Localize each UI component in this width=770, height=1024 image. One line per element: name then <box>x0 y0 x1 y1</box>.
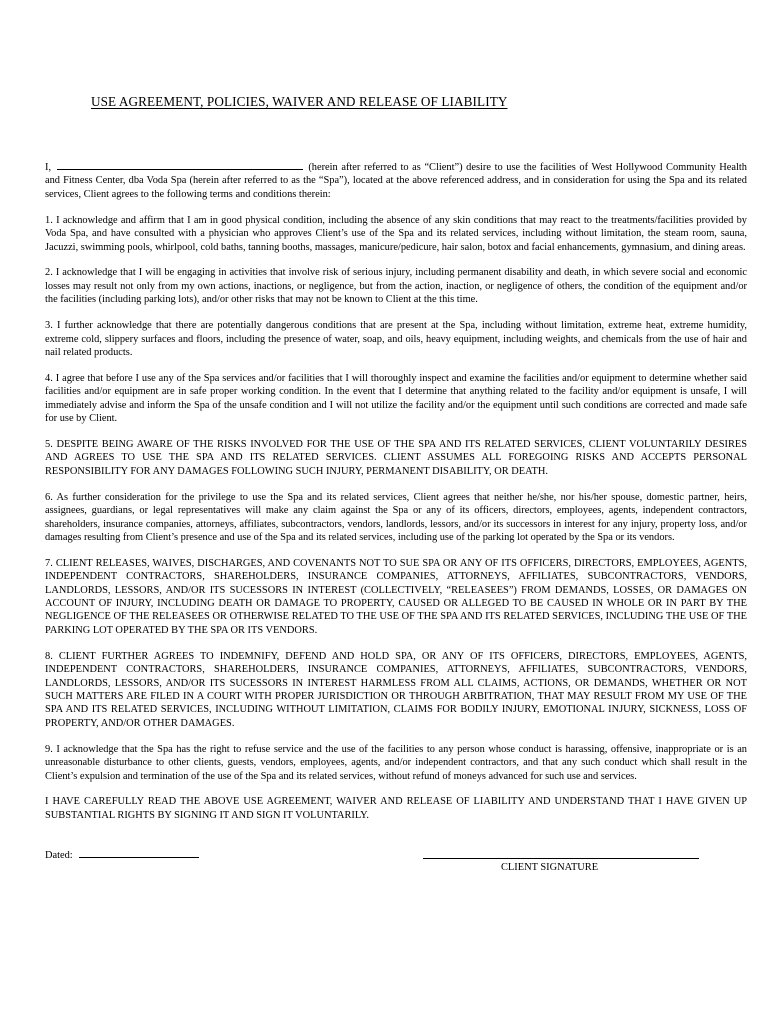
client-name-field[interactable] <box>57 160 303 170</box>
paragraph-9: 9. I acknowledge that the Spa has the right to refuse service and the use of the facilities to any person whose conduct is harassing, offensive, inappropriate or is an unreasonable disturbance to other clients, guests, vendors, employees, agents, and/or independent contractors, and that any such conduct which shall result in the Client’s expulsion and termination of the use of the Spa and its related services, without refund of moneys advanced for such use and services. <box>45 743 747 782</box>
client-signature-field[interactable] <box>423 858 699 859</box>
acknowledgement-paragraph: I HAVE CAREFULLY READ THE ABOVE USE AGREEMENT, WAIVER AND RELEASE OF LIABILITY AND UNDERSTAND THAT I HAVE GIVEN UP SUBSTANTIAL RIGHTS BY SIGNING IT AND SIGN IT VOLUNTARILY. <box>45 796 747 821</box>
dated-row <box>45 848 199 861</box>
paragraph-3: 3. I further acknowledge that there are potentially dangerous conditions that are present at the Spa, including without limitation, extreme heat, extreme humidity, extreme cold, slippery surfaces and floors, including the presence of water, soap, and oils, heavy equipment, including weights, and chemicals from the use of hair and nail related products. <box>45 320 747 358</box>
intro-start: I, <box>45 162 52 173</box>
client-signature-label: CLIENT SIGNATURE <box>501 862 599 874</box>
paragraph-8: 8. CLIENT FURTHER AGREES TO INDEMNIFY, DEFEND AND HOLD SPA, OR ANY OF ITS OFFICERS, DIRECTORS, EMPLOYEES, AGENTS, INDEPENDENT CONTRACTORS, SHAREHOLDERS, INSURANCE COMPANIES, ATTORNEYS, AFFILIATES, SUBCONTRACTORS, VENDORS, LANDLORDS, LESSORS, AND/OR ITS SUCESSORS IN INTEREST HARMLESS FROM ALL CLAIMS, ACTIONS, OR DEMANDS, WHETHER OR NOT SUCH MATTERS ARE FILED IN A COURT WITH PROPER JURISDICTION OR THROUGH ARBITRATION, THAT MAY RESULT FROM MY USE OF THE SPA AND ITS RELATED SERVICES, INCLUDING WITHOUT LIMITATION, CLAIMS FOR BODILY INJURY, EMOTIONAL INJURY, SICKNESS, LOSS OF PROPERTY, AND/OR OTHER DAMAGES. <box>45 650 747 729</box>
intro-rest: (herein after referred to as “Client”) desire to use the facilities of West Hollywood Community Health and Fitness Center, dba Voda Spa (herein after referred to as the “Spa”), located at the above referenced address, and in consideration for using the Spa and its related services, Client agrees to the following terms and conditions therein: <box>45 162 747 200</box>
intro-paragraph <box>45 160 747 201</box>
paragraph-6: 6. As further consideration for the privilege to use the Spa and its related services, Client agrees that neither he/she, nor his/her spouse, domestic partner, heirs, assignees, guardians, or legal representatives will make any claim against the Spa or any of its officers, directors, employees, agents, independent contractors, shareholders, insurance companies, attorneys, affiliates, subcontractors, vendors, landlords, lessors, and/or its successors in interest for any injury, property loss, and/or damages resulting from Client’s presence and use of the Spa and its related services, including use of the parking lot operated by the Spa or its vendors. <box>45 491 747 543</box>
paragraph-5: 5. DESPITE BEING AWARE OF THE RISKS INVOLVED FOR THE USE OF THE SPA AND ITS RELATED SERVICES, CLIENT VOLUNTARILY DESIRES AND AGREES TO USE THE SPA AND ITS RELATED SERVICES. CLIENT ASSUMES ALL FOREGOING RISKS AND ACCEPTS PERSONAL RESPONSIBILITY FOR ANY DAMAGES FOLLOWING SUCH INJURY, PERMANENT DISABILITY, OR DEATH. <box>45 439 747 477</box>
paragraph-1: 1. I acknowledge and affirm that I am in good physical condition, including the absence of any skin conditions that may react to the treatments/facilities provided by Voda Spa, and have consulted with a physician who approves Client’s use of the Spa and its related services, including without limitation, the steam room, sauna, Jacuzzi, swimming pools, whirlpool, cold baths, tanning booths, massages, manicure/pedicure, hair salon, botox and facial enhancements, gymnasium, and dining areas. <box>45 214 747 253</box>
paragraph-2: 2. I acknowledge that I will be engaging in activities that involve risk of serious injury, including permanent disability and death, in which severe social and economic losses may result not only from my own actions, inactions, or negligence, but from the action, inaction, or negligence of others, the condition of the equipment and/or the facilities (including parking lots), and/or other risks that may not be known to Client at the this time. <box>45 267 747 306</box>
document-title: USE AGREEMENT, POLICIES, WAIVER AND RELEASE OF LIABILITY <box>91 94 508 109</box>
dated-label: Dated: <box>45 850 73 862</box>
paragraph-7: 7. CLIENT RELEASES, WAIVES, DISCHARGES, AND COVENANTS NOT TO SUE SPA OR ANY OF ITS OFFICERS, DIRECTORS, EMPLOYEES, AGENTS, INDEPENDENT CONTRACTORS, SHAREHOLDERS, INSURANCE COMPANIES, ATTORNEYS, AFFILIATES, SUBCONTRACTORS, VENDORS, LANDLORDS, LESSORS, AND/OR ITS SUCESSORS IN INTEREST (COLLECTIVELY, “RELEASEES”) FROM DEMANDS, LOSSES, OR DAMAGES ON ACCOUNT OF INJURY, INCLUDING DEATH OR DAMAGE TO PROPERTY, CAUSED OR ALLEGED TO BE CAUSED IN WHOLE OR IN PART BY THE NEGLIGENCE OF THE RELEASEES OR OTHERWISE RELATED TO THE USE OF THE SPA AND ITS RELATED SERVICES, INCLUDING THE USE OF THE PARKING LOT OPERATED BY THE SPA OR ITS VENDORS. <box>45 557 747 636</box>
date-field[interactable] <box>79 848 199 858</box>
paragraph-4: 4. I agree that before I use any of the Spa services and/or facilities that I will thoroughly inspect and examine the facilities and/or equipment to determine whether said facilities and/or equipment are in safe proper working condition. In the event that I determine that anything related to the facility and/or equipment is unsafe, I will immediately advise and inform the Spa of the unsafe condition and I will not utilize the facility and/or the equipment until such conditions are corrected and made safe for use by Client. <box>45 372 747 425</box>
signature-section <box>45 848 747 888</box>
